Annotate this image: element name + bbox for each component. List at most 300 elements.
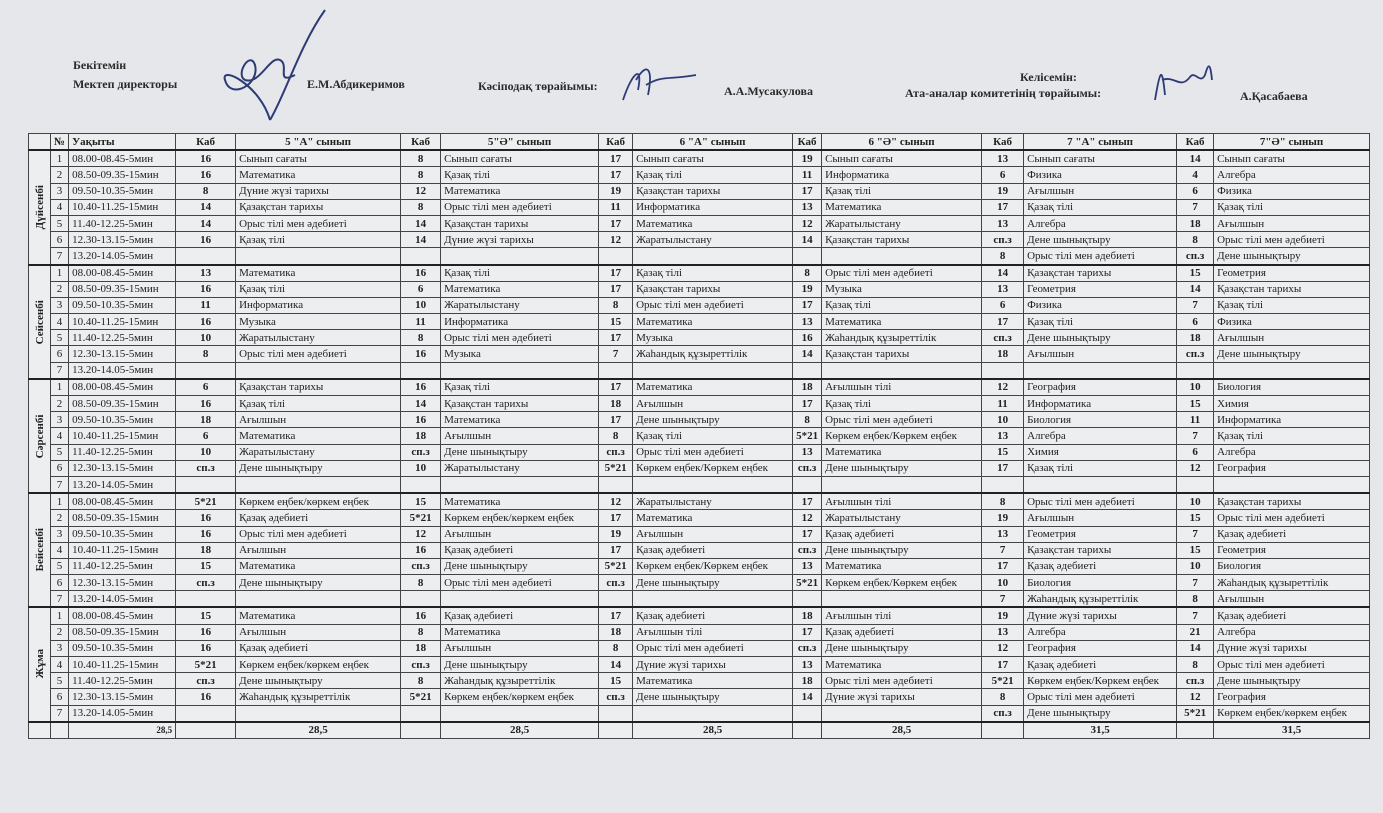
subject: Ағылшын тілі bbox=[633, 624, 793, 640]
room-number bbox=[599, 705, 633, 722]
room-number bbox=[1177, 476, 1214, 493]
lesson-row bbox=[29, 558, 1370, 574]
subject: Жаратылыстану bbox=[441, 460, 599, 476]
room-number: 15 bbox=[176, 558, 236, 574]
room-number: 8 bbox=[401, 575, 441, 591]
subject: Орыс тілі мен әдебиеті bbox=[1214, 232, 1370, 248]
subject: Көркем еңбек/көркем еңбек bbox=[236, 493, 401, 510]
room-number: 15 bbox=[1177, 265, 1214, 282]
room-number: 16 bbox=[176, 314, 236, 330]
subject: Информатика bbox=[822, 167, 982, 183]
lesson-row bbox=[29, 265, 1370, 282]
lesson-number: 3 bbox=[51, 183, 69, 199]
lesson-time: 12.30-13.15-5мин bbox=[69, 575, 176, 591]
room-number: 8 bbox=[401, 673, 441, 689]
lesson-number: 3 bbox=[51, 412, 69, 428]
room-number: сп.з bbox=[793, 460, 822, 476]
room-number bbox=[176, 248, 236, 265]
lesson-time: 12.30-13.15-5мин bbox=[69, 689, 176, 705]
subject: Қазақстан тарихы bbox=[1024, 542, 1177, 558]
subject bbox=[633, 362, 793, 379]
lesson-row bbox=[29, 526, 1370, 542]
lesson-number: 1 bbox=[51, 493, 69, 510]
subject: Ағылшын тілі bbox=[822, 607, 982, 624]
room-number bbox=[176, 476, 236, 493]
subject: Қазақ тілі bbox=[1024, 314, 1177, 330]
subject: Қазақ тілі bbox=[1214, 297, 1370, 313]
room-number: 7 bbox=[1177, 199, 1214, 215]
lesson-time: 13.20-14.05-5мин bbox=[69, 591, 176, 608]
total-class: 28,5 bbox=[633, 722, 793, 739]
room-number: 6 bbox=[982, 167, 1024, 183]
room-number bbox=[401, 591, 441, 608]
room-number: 18 bbox=[401, 428, 441, 444]
totals-blank bbox=[401, 722, 441, 739]
room-number: 16 bbox=[401, 542, 441, 558]
room-number: 15 bbox=[599, 673, 633, 689]
subject: Қазақстан тарихы bbox=[236, 379, 401, 396]
lesson-number: 4 bbox=[51, 542, 69, 558]
subject: Алгебра bbox=[1024, 624, 1177, 640]
director-title: Мектеп директоры bbox=[73, 77, 178, 91]
lesson-time: 09.50-10.35-5мин bbox=[69, 183, 176, 199]
subject: Математика bbox=[633, 673, 793, 689]
subject: Ағылшын bbox=[1214, 215, 1370, 231]
totals-blank bbox=[793, 722, 822, 739]
subject: Қазақстан тарихы bbox=[822, 346, 982, 362]
subject: Көркем еңбек/көркем еңбек bbox=[441, 510, 599, 526]
subject: Дене шынықтыру bbox=[822, 460, 982, 476]
room-number bbox=[401, 362, 441, 379]
corner-cell bbox=[29, 134, 51, 151]
room-number: 13 bbox=[982, 215, 1024, 231]
room-number: 13 bbox=[982, 281, 1024, 297]
totals-row bbox=[29, 722, 1370, 739]
lesson-number: 6 bbox=[51, 232, 69, 248]
lesson-time: 11.40-12.25-5мин bbox=[69, 330, 176, 346]
subject: Қазақ әдебиеті bbox=[441, 607, 599, 624]
room-number: 8 bbox=[982, 248, 1024, 265]
lesson-row bbox=[29, 215, 1370, 231]
room-number: 12 bbox=[793, 215, 822, 231]
room-number: 18 bbox=[793, 607, 822, 624]
subject: География bbox=[1024, 379, 1177, 396]
room-number bbox=[401, 248, 441, 265]
class-header: 5 "А" сынып bbox=[236, 134, 401, 151]
subject: Қазақстан тарихы bbox=[633, 281, 793, 297]
subject: Орыс тілі мен әдебиеті bbox=[441, 575, 599, 591]
room-number: 7 bbox=[1177, 526, 1214, 542]
subject: Математика bbox=[822, 199, 982, 215]
lesson-time: 08.50-09.35-15мин bbox=[69, 167, 176, 183]
subject: Сынып сағаты bbox=[822, 150, 982, 167]
room-number: 7 bbox=[599, 346, 633, 362]
subject: Жаһандық құзыреттілік bbox=[236, 689, 401, 705]
num-header: № bbox=[51, 134, 69, 151]
day-label: Бейсенбі bbox=[29, 493, 51, 607]
room-number: 8 bbox=[793, 412, 822, 428]
subject bbox=[441, 705, 599, 722]
room-number: 5*21 bbox=[793, 575, 822, 591]
subject bbox=[236, 705, 401, 722]
room-number: 11 bbox=[982, 396, 1024, 412]
room-number: 18 bbox=[599, 396, 633, 412]
lesson-time: 09.50-10.35-5мин bbox=[69, 297, 176, 313]
subject: Алгебра bbox=[1214, 444, 1370, 460]
subject: Қазақстан тарихы bbox=[441, 396, 599, 412]
lesson-row bbox=[29, 297, 1370, 313]
lesson-number: 6 bbox=[51, 460, 69, 476]
union-signature bbox=[618, 60, 698, 105]
room-number: 11 bbox=[1177, 412, 1214, 428]
room-number: 8 bbox=[401, 150, 441, 167]
lesson-row bbox=[29, 705, 1370, 722]
room-number: 5*21 bbox=[982, 673, 1024, 689]
room-number: 17 bbox=[599, 607, 633, 624]
subject: Дене шынықтыру bbox=[822, 640, 982, 656]
lesson-time: 09.50-10.35-5мин bbox=[69, 412, 176, 428]
lesson-time: 08.50-09.35-15мин bbox=[69, 510, 176, 526]
lesson-number: 7 bbox=[51, 705, 69, 722]
room-number: 10 bbox=[1177, 558, 1214, 574]
total-class: 31,5 bbox=[1024, 722, 1177, 739]
lesson-number: 5 bbox=[51, 330, 69, 346]
room-number: 17 bbox=[793, 297, 822, 313]
room-number: 12 bbox=[793, 510, 822, 526]
lesson-row bbox=[29, 232, 1370, 248]
parents-signature bbox=[1150, 55, 1220, 105]
subject: География bbox=[1214, 689, 1370, 705]
subject: Орыс тілі мен әдебиеті bbox=[822, 673, 982, 689]
room-number: 16 bbox=[176, 232, 236, 248]
lesson-time: 08.00-08.45-5мин bbox=[69, 493, 176, 510]
subject: Ағылшын bbox=[236, 624, 401, 640]
lesson-time: 10.40-11.25-15мин bbox=[69, 657, 176, 673]
room-number: 19 bbox=[599, 526, 633, 542]
room-number: 14 bbox=[1177, 281, 1214, 297]
room-number: 16 bbox=[176, 624, 236, 640]
room-number: 14 bbox=[401, 396, 441, 412]
lesson-time: 11.40-12.25-5мин bbox=[69, 215, 176, 231]
subject: Жаратылыстану bbox=[236, 330, 401, 346]
lesson-row bbox=[29, 314, 1370, 330]
room-number: 12 bbox=[1177, 460, 1214, 476]
room-number: 14 bbox=[401, 215, 441, 231]
class-header: 7 "А" сынып bbox=[1024, 134, 1177, 151]
subject: Геометрия bbox=[1214, 542, 1370, 558]
room-number: 17 bbox=[793, 526, 822, 542]
room-number: 15 bbox=[1177, 542, 1214, 558]
subject: Математика bbox=[822, 558, 982, 574]
room-number bbox=[793, 705, 822, 722]
parents-name: А.Қасабаева bbox=[1240, 89, 1308, 103]
day-label: Сәрсенбі bbox=[29, 379, 51, 493]
room-number bbox=[982, 476, 1024, 493]
room-number: 17 bbox=[599, 265, 633, 282]
subject: Көркем еңбек/Көркем еңбек bbox=[1024, 673, 1177, 689]
subject: Математика bbox=[236, 558, 401, 574]
room-number: 11 bbox=[401, 314, 441, 330]
lesson-row bbox=[29, 330, 1370, 346]
room-number: 8 bbox=[176, 183, 236, 199]
room-number: 15 bbox=[176, 607, 236, 624]
subject: Дене шынықтыру bbox=[1024, 330, 1177, 346]
room-number: 11 bbox=[176, 297, 236, 313]
subject: Қазақ әдебиеті bbox=[822, 624, 982, 640]
room-number: 8 bbox=[1177, 232, 1214, 248]
kab-header: Каб bbox=[176, 134, 236, 151]
room-number: 7 bbox=[1177, 428, 1214, 444]
subject bbox=[633, 591, 793, 608]
class-header: 7"Ә" сынып bbox=[1214, 134, 1370, 151]
subject: Дене шынықтыру bbox=[633, 412, 793, 428]
room-number: 14 bbox=[1177, 640, 1214, 656]
room-number bbox=[401, 476, 441, 493]
class-header: 5"Ә" сынып bbox=[441, 134, 599, 151]
room-number: 16 bbox=[401, 412, 441, 428]
room-number: 17 bbox=[793, 624, 822, 640]
lesson-number: 4 bbox=[51, 428, 69, 444]
subject: Орыс тілі мен әдебиеті bbox=[1024, 689, 1177, 705]
lesson-number: 1 bbox=[51, 607, 69, 624]
subject: Математика bbox=[236, 167, 401, 183]
room-number: 16 bbox=[401, 346, 441, 362]
subject: Ағылшын тілі bbox=[822, 379, 982, 396]
lesson-time: 11.40-12.25-5мин bbox=[69, 673, 176, 689]
subject: Математика bbox=[633, 314, 793, 330]
room-number: 18 bbox=[793, 379, 822, 396]
subject: Қазақ тілі bbox=[1024, 199, 1177, 215]
timetable bbox=[28, 133, 1370, 739]
subject: Дүние жүзі тарихы bbox=[1214, 640, 1370, 656]
subject: Көркем еңбек/Көркем еңбек bbox=[633, 460, 793, 476]
lesson-number: 1 bbox=[51, 265, 69, 282]
class-header: 6 "Ә" сынып bbox=[822, 134, 982, 151]
room-number: 17 bbox=[982, 558, 1024, 574]
room-number: 11 bbox=[793, 167, 822, 183]
subject: Ағылшын bbox=[441, 640, 599, 656]
subject: Сынып сағаты bbox=[1214, 150, 1370, 167]
subject bbox=[1214, 362, 1370, 379]
room-number: 16 bbox=[176, 526, 236, 542]
room-number: 5*21 bbox=[599, 558, 633, 574]
subject bbox=[236, 476, 401, 493]
subject: Қазақстан тарихы bbox=[633, 183, 793, 199]
lesson-number: 1 bbox=[51, 150, 69, 167]
subject: Дене шынықтыру bbox=[633, 689, 793, 705]
subject: Қазақ тілі bbox=[633, 265, 793, 282]
lesson-row bbox=[29, 575, 1370, 591]
subject: Информатика bbox=[1214, 412, 1370, 428]
subject: Музыка bbox=[822, 281, 982, 297]
room-number: 6 bbox=[176, 428, 236, 444]
room-number: 18 bbox=[1177, 330, 1214, 346]
kab-header: Каб bbox=[401, 134, 441, 151]
lesson-row bbox=[29, 673, 1370, 689]
subject bbox=[633, 248, 793, 265]
subject: Музыка bbox=[633, 330, 793, 346]
room-number: 13 bbox=[793, 444, 822, 460]
lesson-row bbox=[29, 640, 1370, 656]
lesson-time: 10.40-11.25-15мин bbox=[69, 314, 176, 330]
room-number: 8 bbox=[599, 297, 633, 313]
room-number: 16 bbox=[176, 167, 236, 183]
subject: Дүние жүзі тарихы bbox=[236, 183, 401, 199]
lesson-number: 2 bbox=[51, 624, 69, 640]
room-number: 17 bbox=[599, 281, 633, 297]
room-number: 17 bbox=[599, 412, 633, 428]
room-number bbox=[599, 591, 633, 608]
room-number: 18 bbox=[176, 412, 236, 428]
lesson-row bbox=[29, 624, 1370, 640]
lesson-time: 10.40-11.25-15мин bbox=[69, 542, 176, 558]
room-number: 16 bbox=[401, 265, 441, 282]
lesson-row bbox=[29, 493, 1370, 510]
lesson-time: 12.30-13.15-5мин bbox=[69, 232, 176, 248]
subject: Дене шынықтыру bbox=[1024, 232, 1177, 248]
total-class: 28,5 bbox=[822, 722, 982, 739]
room-number: сп.з bbox=[1177, 346, 1214, 362]
lesson-number: 5 bbox=[51, 444, 69, 460]
subject: Қазақ әдебиеті bbox=[236, 510, 401, 526]
subject: Биология bbox=[1024, 575, 1177, 591]
room-number: 7 bbox=[982, 591, 1024, 608]
room-number: 14 bbox=[401, 232, 441, 248]
subject: Дене шынықтыру bbox=[236, 575, 401, 591]
room-number bbox=[793, 362, 822, 379]
subject: Жаһандық құзыреттілік bbox=[1024, 591, 1177, 608]
subject: Көркем еңбек/көркем еңбек bbox=[236, 657, 401, 673]
lesson-row bbox=[29, 460, 1370, 476]
subject: Алгебра bbox=[1024, 215, 1177, 231]
lesson-time: 08.50-09.35-15мин bbox=[69, 281, 176, 297]
subject: Ағылшын bbox=[1024, 346, 1177, 362]
subject: Алгебра bbox=[1214, 167, 1370, 183]
room-number: 8 bbox=[793, 265, 822, 282]
subject: Алгебра bbox=[1214, 624, 1370, 640]
room-number: 17 bbox=[599, 215, 633, 231]
room-number bbox=[176, 591, 236, 608]
subject: Қазақ әдебиеті bbox=[1024, 558, 1177, 574]
subject bbox=[441, 591, 599, 608]
subject: Биология bbox=[1214, 379, 1370, 396]
room-number: 6 bbox=[401, 281, 441, 297]
subject: Математика bbox=[441, 183, 599, 199]
subject: Дене шынықтыру bbox=[236, 673, 401, 689]
lesson-row bbox=[29, 428, 1370, 444]
room-number: 19 bbox=[982, 510, 1024, 526]
room-number: 12 bbox=[401, 526, 441, 542]
subject: Математика bbox=[236, 607, 401, 624]
subject: Орыс тілі мен әдебиеті bbox=[633, 297, 793, 313]
room-number bbox=[599, 248, 633, 265]
subject: Ағылшын bbox=[441, 526, 599, 542]
room-number: 15 bbox=[982, 444, 1024, 460]
room-number: 17 bbox=[599, 510, 633, 526]
room-number: 13 bbox=[982, 624, 1024, 640]
subject: Химия bbox=[1024, 444, 1177, 460]
lesson-number: 1 bbox=[51, 379, 69, 396]
subject: Дене шынықтыру bbox=[441, 558, 599, 574]
lesson-row bbox=[29, 379, 1370, 396]
subject: Жаһандық құзыреттілік bbox=[441, 673, 599, 689]
subject: Орыс тілі мен әдебиеті bbox=[822, 265, 982, 282]
room-number: 13 bbox=[793, 657, 822, 673]
subject bbox=[1024, 476, 1177, 493]
subject: Геометрия bbox=[1024, 281, 1177, 297]
lesson-time: 11.40-12.25-5мин bbox=[69, 558, 176, 574]
room-number: 10 bbox=[401, 297, 441, 313]
lesson-number: 6 bbox=[51, 689, 69, 705]
lesson-time: 10.40-11.25-15мин bbox=[69, 428, 176, 444]
lesson-number: 4 bbox=[51, 199, 69, 215]
subject: Орыс тілі мен әдебиеті bbox=[236, 526, 401, 542]
subject: Қазақ әдебиеті bbox=[1214, 607, 1370, 624]
room-number: 17 bbox=[982, 460, 1024, 476]
room-number: 5*21 bbox=[793, 428, 822, 444]
subject: Жаһандық құзыреттілік bbox=[822, 330, 982, 346]
lesson-row bbox=[29, 607, 1370, 624]
subject bbox=[822, 362, 982, 379]
room-number: 16 bbox=[176, 640, 236, 656]
subject: Қазақ тілі bbox=[441, 167, 599, 183]
subject: Дене шынықтыру bbox=[822, 542, 982, 558]
lesson-time: 08.50-09.35-15мин bbox=[69, 396, 176, 412]
subject: Қазақ тілі bbox=[822, 297, 982, 313]
subject: Геометрия bbox=[1024, 526, 1177, 542]
room-number: 21 bbox=[1177, 624, 1214, 640]
lesson-row bbox=[29, 591, 1370, 608]
lesson-time: 13.20-14.05-5мин bbox=[69, 248, 176, 265]
subject bbox=[441, 476, 599, 493]
room-number: 10 bbox=[401, 460, 441, 476]
subject: Дүние жүзі тарихы bbox=[441, 232, 599, 248]
subject: Математика bbox=[441, 493, 599, 510]
room-number bbox=[1177, 362, 1214, 379]
subject: Геометрия bbox=[1214, 265, 1370, 282]
subject: Ағылшын bbox=[441, 428, 599, 444]
subject: Дүние жүзі тарихы bbox=[822, 689, 982, 705]
subject: География bbox=[1024, 640, 1177, 656]
room-number: 18 bbox=[401, 640, 441, 656]
room-number bbox=[793, 476, 822, 493]
room-number: сп.з bbox=[793, 542, 822, 558]
subject: Қазақстан тарихы bbox=[441, 215, 599, 231]
room-number: 19 bbox=[793, 150, 822, 167]
room-number: 15 bbox=[599, 314, 633, 330]
room-number: 17 bbox=[982, 199, 1024, 215]
subject: Биология bbox=[1024, 412, 1177, 428]
subject bbox=[236, 362, 401, 379]
room-number: сп.з bbox=[599, 444, 633, 460]
room-number: 17 bbox=[599, 330, 633, 346]
room-number: 10 bbox=[176, 444, 236, 460]
subject: Дене шынықтыру bbox=[441, 657, 599, 673]
room-number: 14 bbox=[176, 215, 236, 231]
subject: Математика bbox=[441, 281, 599, 297]
room-number bbox=[176, 705, 236, 722]
director-signature bbox=[200, 5, 330, 130]
subject: Музыка bbox=[236, 314, 401, 330]
kab-header: Каб bbox=[982, 134, 1024, 151]
day-label: Сейсенбі bbox=[29, 265, 51, 379]
room-number: 8 bbox=[401, 167, 441, 183]
room-number: 15 bbox=[401, 493, 441, 510]
subject: Информатика bbox=[441, 314, 599, 330]
subject: Қазақ тілі bbox=[822, 183, 982, 199]
total-class: 28,5 bbox=[236, 722, 401, 739]
subject bbox=[822, 705, 982, 722]
